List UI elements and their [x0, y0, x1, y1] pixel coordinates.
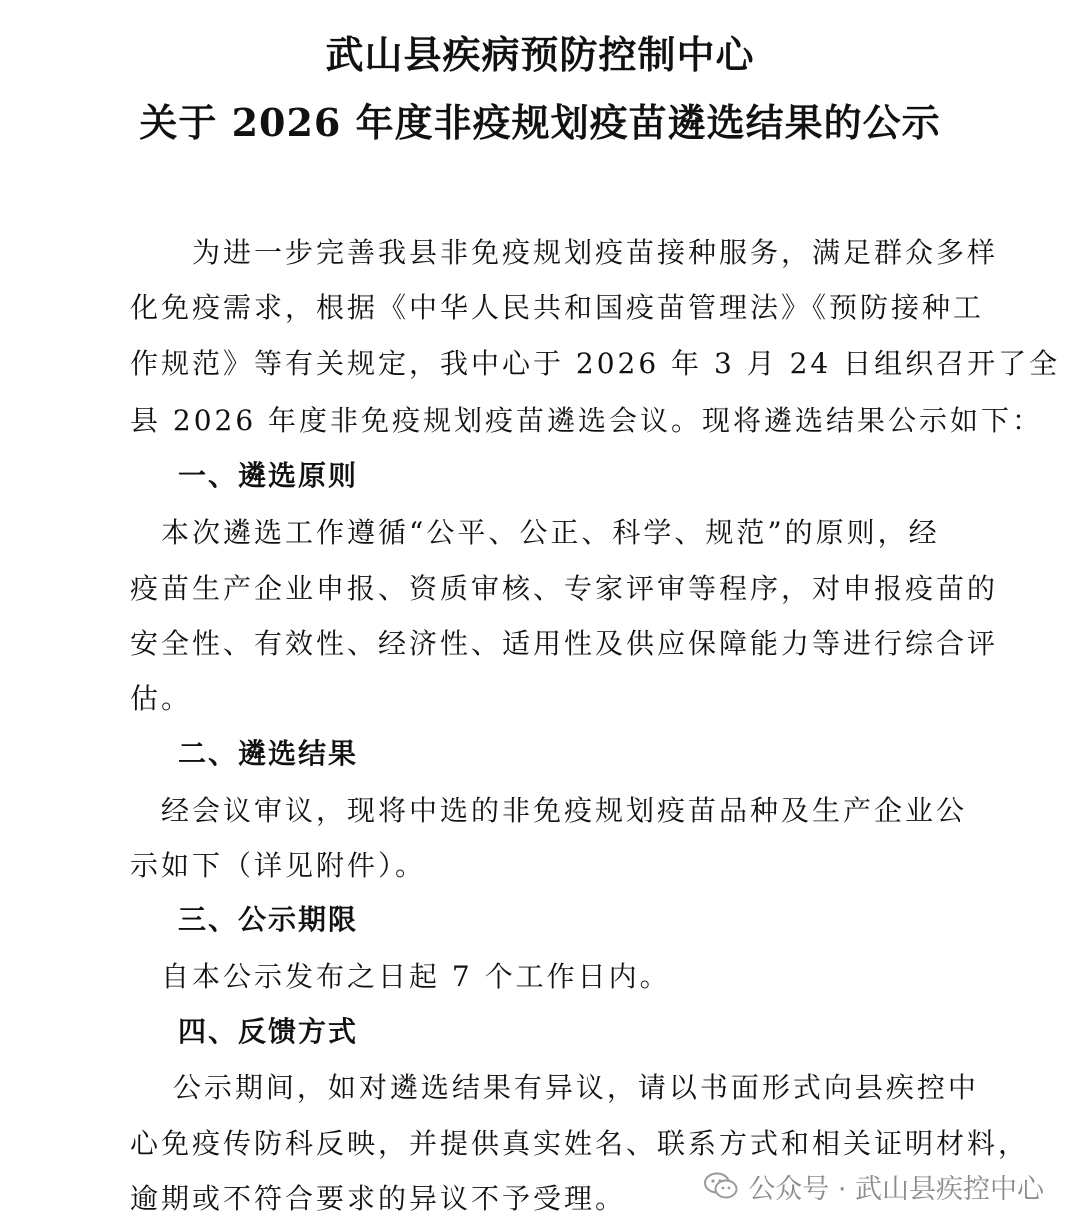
section-line: 疫苗生产企业申报、资质审核、专家评审等程序，对申报疫苗的: [130, 572, 999, 605]
intro-line: 为进一步完善我县非免疫规划疫苗接种服务，满足群众多样: [130, 236, 999, 269]
section-heading-results: 二、遴选结果: [178, 737, 359, 770]
intro-line: 化免疫需求，根据《中华人民共和国疫苗管理法》《预防接种工: [130, 291, 985, 324]
section-heading-principles: 一、遴选原则: [178, 459, 359, 492]
section-line: 估。: [130, 682, 193, 715]
document-title-line2: 关于 2026 年度非疫规划疫苗遴选结果的公示: [139, 100, 941, 145]
wechat-watermark: [704, 1166, 1044, 1206]
section-line: 本次遴选工作遵循“公平、公正、科学、规范”的原则，经: [130, 516, 940, 549]
section-line: 公示期间，如对遴选结果有异议，请以书面形式向县疾控中: [130, 1071, 979, 1104]
section-line: 心免疫传防科反映，并提供真实姓名、联系方式和相关证明材料，: [130, 1127, 1030, 1160]
document-title-line1: 武山县疾病预防控制中心: [325, 32, 755, 77]
section-line: 示如下（详见附件）。: [130, 849, 427, 882]
intro-line: 县 2026 年度非免疫规划疫苗遴选会议。现将遴选结果公示如下：: [130, 404, 1044, 437]
intro-line: 作规范》等有关规定，我中心于 2026 年 3 月 24 日组织召开了全: [130, 347, 1061, 380]
section-line: 自本公示发布之日起 7 个工作日内。: [130, 960, 671, 993]
watermark-text: 公众号 · 武山县疾控中心: [748, 1173, 1044, 1205]
wechat-icon: [704, 1172, 738, 1200]
section-heading-feedback: 四、反馈方式: [178, 1015, 359, 1048]
section-line: 逾期或不符合要求的异议不予受理。: [130, 1182, 627, 1215]
section-heading-period: 三、公示期限: [178, 903, 359, 936]
section-line: 经会议审议，现将中选的非免疫规划疫苗品种及生产企业公: [130, 794, 968, 827]
section-line: 安全性、有效性、经济性、适用性及供应保障能力等进行综合评: [130, 627, 999, 660]
